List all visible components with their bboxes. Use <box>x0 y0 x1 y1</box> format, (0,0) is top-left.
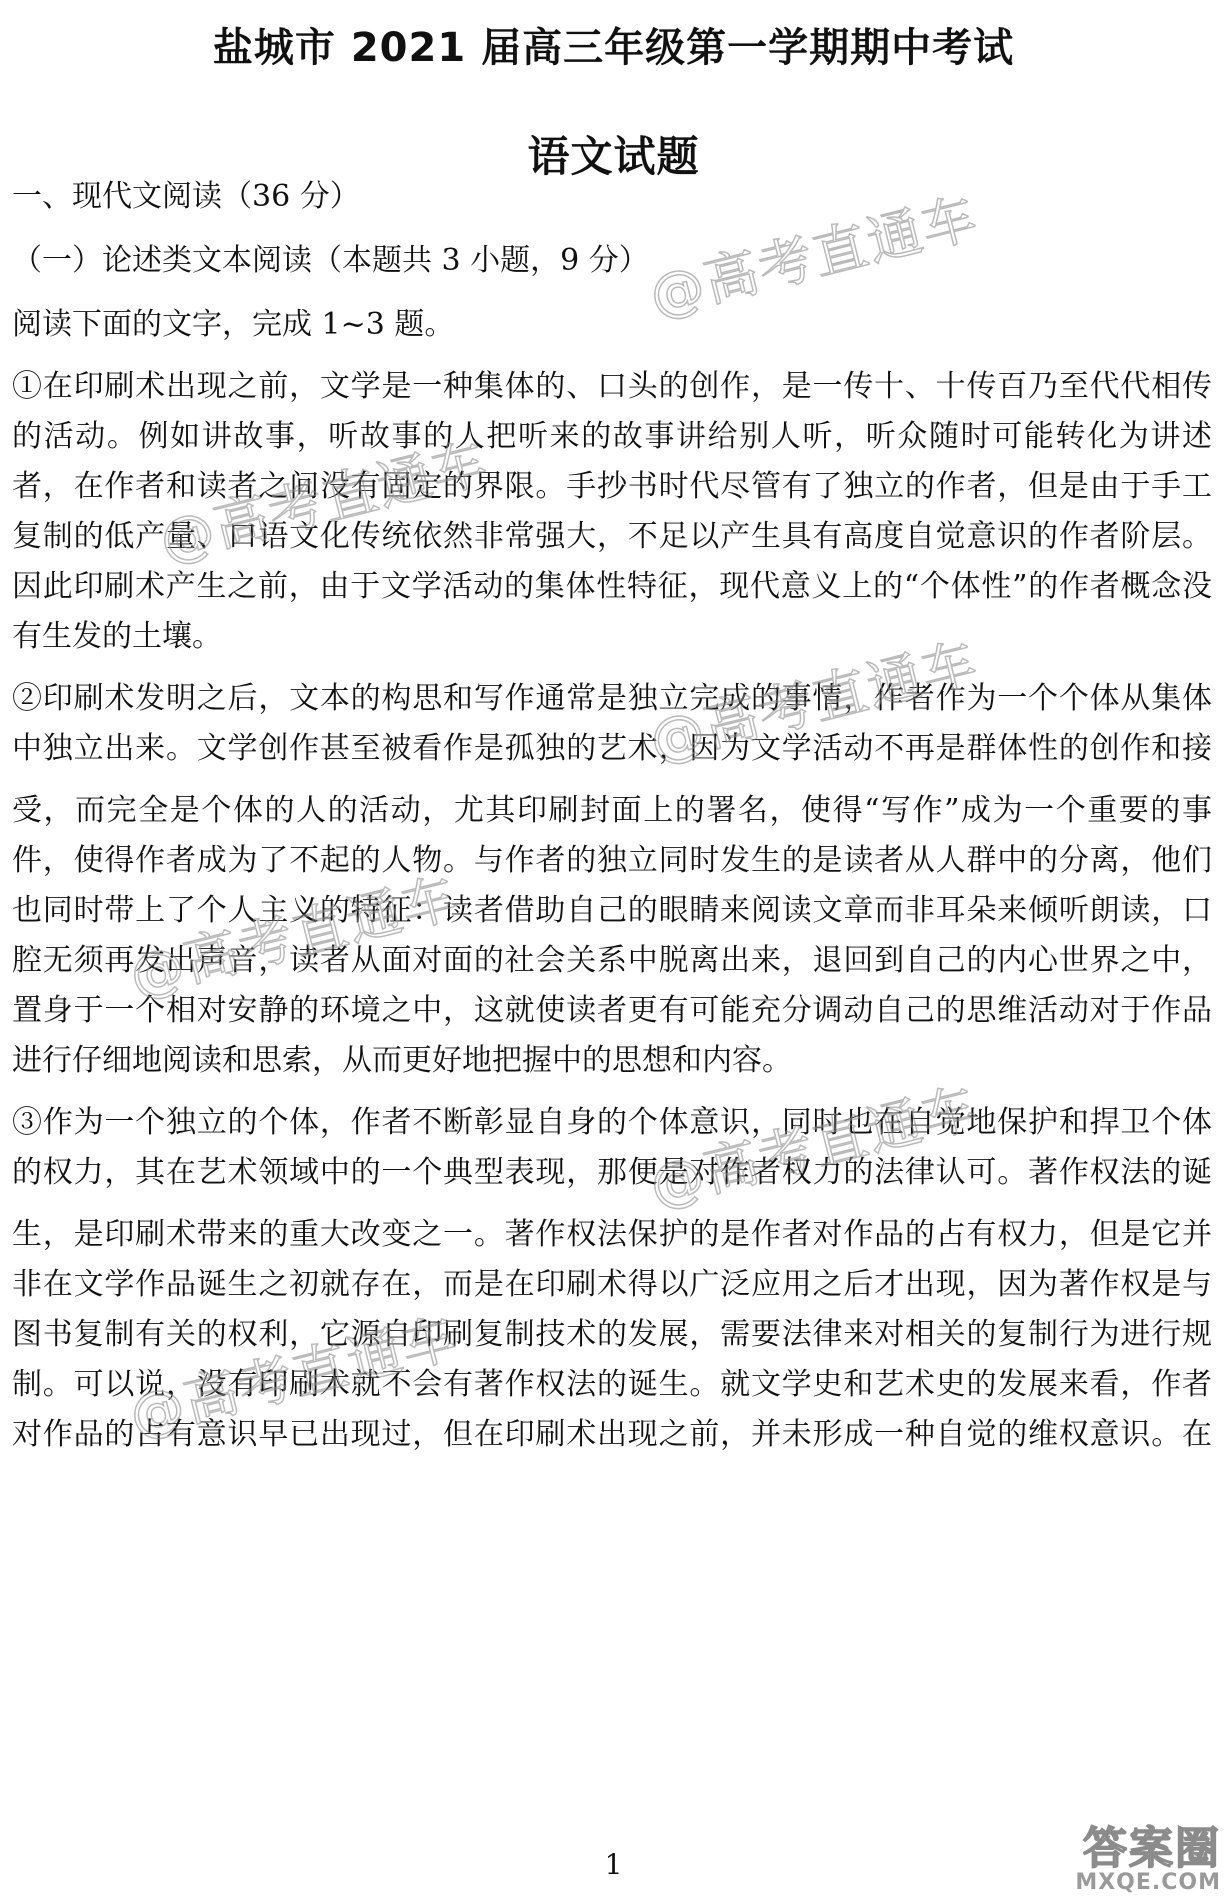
instruction-text: 阅读下面的文字，完成 1~3 题。 <box>12 307 455 342</box>
paragraph-line: 图书复制有关的权利，它源自印刷复制技术的发展，需要法律来对相关的复制行为进行规 <box>12 1317 1212 1352</box>
paragraph-line: 有生发的土壤。 <box>12 619 222 654</box>
watermark: @高考直通车 <box>643 1075 985 1218</box>
subsection-heading: （一）论述类文本阅读（本题共 3 小题，9 分） <box>12 243 649 278</box>
paragraph-line: 对作品的占有意识早已出现过，但在印刷术出现之前，并未形成一种自觉的维权意识。在 <box>12 1417 1212 1452</box>
paragraph-line: ②印刷术发明之后，文本的构思和写作通常是独立完成的事情，作者作为一个个体从集体 <box>12 681 1212 716</box>
paragraph-line: 进行仔细地阅读和思索，从而更好地把握中的思想和内容。 <box>12 1043 792 1078</box>
page-number: 1 <box>604 1848 623 1881</box>
paragraph-line: ③作为一个独立的个体，作者不断彰显自身的个体意识，同时也在自觉地保护和捍卫个体 <box>12 1105 1212 1140</box>
corner-logo <box>991 1823 1221 1897</box>
page-title: 盐城市 2021 届高三年级第一学期期中考试 <box>212 25 1015 71</box>
section-heading: 一、现代文阅读（36 分） <box>12 179 360 214</box>
logo-mark: 答案圈 <box>1083 1823 1221 1874</box>
paragraph-line: 生，是印刷术带来的重大改变之一。著作权法保护的是作者对作品的占有权力，但是它并 <box>12 1217 1212 1252</box>
watermark: @高考直通车 <box>123 865 465 1008</box>
paragraph-line: 置身于一个相对安静的环境之中，这就使读者更有可能充分调动自己的思维活动对于作品 <box>12 993 1212 1028</box>
watermark: @高考直通车 <box>643 630 985 773</box>
paragraph-line: 中独立出来。文学创作甚至被看作是孤独的艺术，因为文学活动不再是群体性的创作和接 <box>12 731 1212 766</box>
paragraph-line: 因此印刷术产生之前，由于文学活动的集体性特征，现代意义上的“个体性”的作者概念没 <box>12 569 1212 604</box>
paragraph-line: 非在文学作品诞生之初就存在，而是在印刷术得以广泛应用之后才出现，因为著作权是与 <box>12 1267 1212 1302</box>
paragraph-line: 复制的低产量、口语文化传统依然非常强大，不足以产生具有高度自觉意识的作者阶层。 <box>12 519 1212 554</box>
paragraph-line: 受，而完全是个体的人的活动，尤其印刷封面上的署名，使得“写作”成为一个重要的事 <box>12 793 1212 828</box>
watermark: @高考直通车 <box>153 430 495 573</box>
watermark: @高考直通车 <box>643 185 985 328</box>
logo-site: MXQE.COM <box>1075 1870 1221 1895</box>
paragraph-line: 的活动。例如讲故事，听故事的人把听来的故事讲给别人听，听众随时可能转化为讲述 <box>12 419 1212 454</box>
paragraph-line: ①在印刷术出现之前，文学是一种集体的、口头的创作，是一传十、十传百乃至代代相传 <box>12 369 1212 404</box>
paragraph-line: 也同时带上了个人主义的特征：读者借助自己的眼睛来阅读文章而非耳朵来倾听朗读，口 <box>12 893 1212 928</box>
watermark: @高考直通车 <box>123 1305 465 1448</box>
paragraph-line: 件，使得作者成为了不起的人物。与作者的独立同时发生的是读者从人群中的分离，他们 <box>12 843 1212 878</box>
paragraph-line: 的权力，其在艺术领域中的一个典型表现，那便是对作者权力的法律认可。著作权法的诞 <box>12 1155 1212 1190</box>
paragraph-line: 者，在作者和读者之间没有固定的界限。手抄书时代尽管有了独立的作者，但是由于手工 <box>12 469 1212 504</box>
paragraph-line: 制。可以说，没有印刷术就不会有著作权法的诞生。就文学史和艺术史的发展来看，作者 <box>12 1367 1212 1402</box>
page-subtitle: 语文试题 <box>527 132 700 181</box>
paragraph-line: 腔无须再发出声音，读者从面对面的社会关系中脱离出来，退回到自己的内心世界之中， <box>12 943 1212 978</box>
